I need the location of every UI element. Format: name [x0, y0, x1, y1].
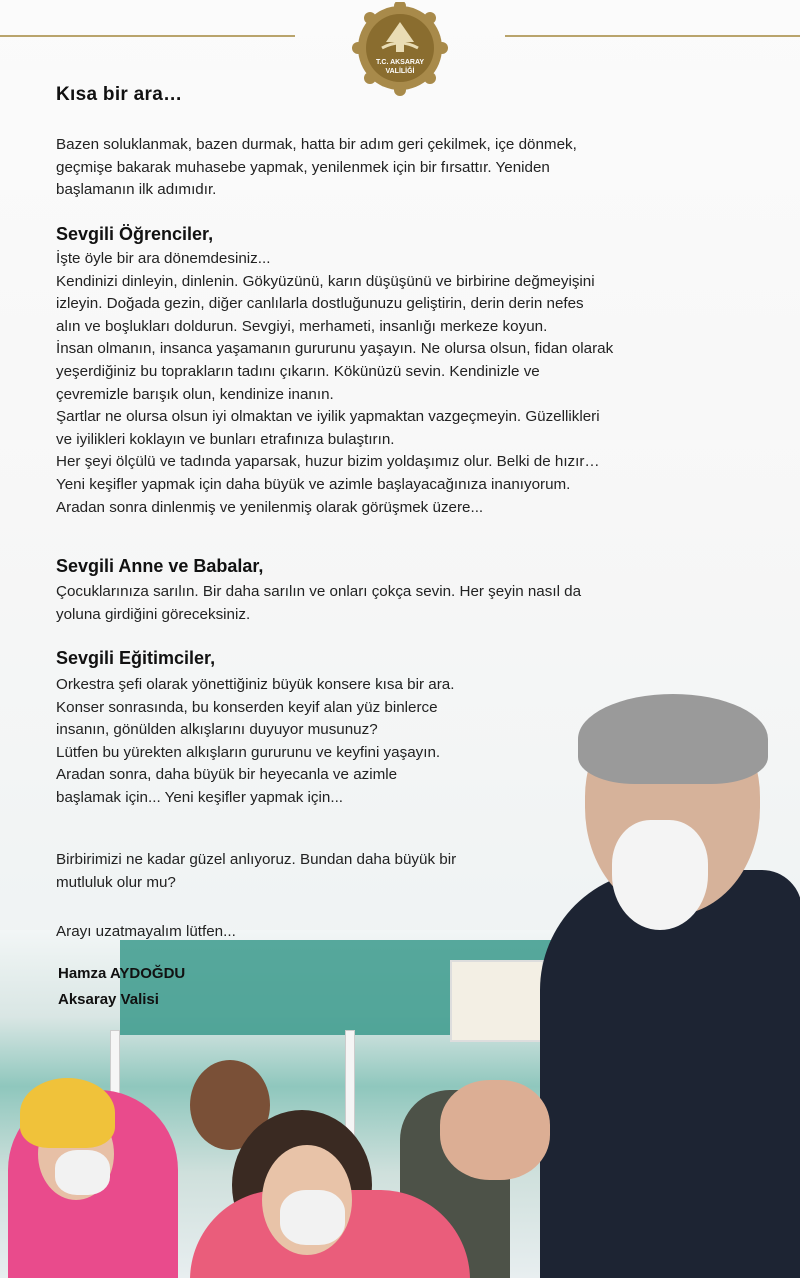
face-mask: [612, 820, 708, 930]
students-line: izleyin. Doğada gezin, diğer canlılarla dostluğunuzu geliştirin, derin derin nefes: [56, 295, 584, 313]
students-line: yeşerdiğiniz bu toprakların tadını çıkarın. Kökünüzü sevin. Kendinizle ve: [56, 362, 540, 380]
parents-line: yoluna girdiğini göreceksiniz.: [56, 605, 251, 623]
educators-line: başlamak için... Yeni keşifler yapmak için...: [56, 788, 344, 806]
header-rule-right: [505, 35, 800, 37]
signature-name: Hamza AYDOĞDU: [58, 965, 186, 982]
intro-line: geçmişe bakarak muhasebe yapmak, yenilenmek için bir fırsattır. Yeniden: [56, 158, 550, 176]
students-paragraph: [56, 248, 748, 519]
intro-line: başlamanın ilk adımıdır.: [56, 181, 217, 199]
educators-line: Orkestra şefi olarak yönettiğiniz büyük konsere kısa bir ara.: [56, 676, 455, 693]
educators-line: Lütfen bu yürekten alkışların gururunu ve keyfini yaşayın.: [56, 743, 441, 761]
closing-paragraph: [56, 849, 562, 894]
students-line: İşte öyle bir ara dönemdesiniz...: [56, 250, 271, 267]
parents-heading: Sevgili Anne ve Babalar,: [56, 556, 264, 576]
educators-line: insanın, gönülden alkışlarını duyuyor musunuz?: [56, 721, 378, 739]
students-line: Yeni keşifler yapmak için daha büyük ve azimle başlayacağınıza inanıyorum.: [56, 475, 571, 493]
face-mask: [55, 1150, 110, 1195]
page-title: Kısa bir ara…: [56, 84, 183, 105]
signature-role: Aksaray Valisi: [58, 991, 159, 1008]
logo-line-2: VALİLİĞİ: [385, 68, 415, 75]
educators-paragraph: [56, 674, 562, 810]
wall-poster: [450, 960, 544, 1042]
students-line: İnsan olmanın, insanca yaşamanın gururunu yaşayın. Ne olursa olsun, fidan olarak: [56, 340, 614, 358]
students-line: Kendinizi dinleyin, dinlenin. Gökyüzünü, karın düşüşünü ve birbirine değmeyişini: [56, 272, 595, 290]
educators-line: Konser sonrasında, bu konserden keyif alan yüz binlerce: [56, 698, 438, 716]
intro-paragraph: [56, 134, 748, 202]
students-line: Her şeyi ölçülü ve tadında yaparsak, huzur bizim yoldaşımız olur. Belki de hızır…: [56, 453, 600, 471]
face-mask: [280, 1190, 345, 1245]
students-line: Aradan sonra dinlenmiş ve yenilenmiş olarak görüşmek üzere...: [56, 498, 484, 516]
governor-hair: [578, 694, 768, 784]
closing-line: Birbirimizi ne kadar güzel anlıyoruz. Bundan daha büyük bir: [56, 851, 457, 868]
fist-bump: [440, 1080, 550, 1180]
closing-line: mutluluk olur mu?: [56, 873, 176, 891]
intro-line: Bazen soluklanmak, bazen durmak, hatta bir adım geri çekilmek, içe dönmek,: [56, 136, 577, 153]
students-line: ve iyilikleri koklayın ve bunları etrafınıza bulaştırın.: [56, 430, 395, 448]
closing-note: Arayı uzatmayalım lütfen...: [56, 923, 236, 940]
students-line: çevremizle barışık olun, kendinize inanın.: [56, 385, 334, 403]
students-heading: Sevgili Öğrenciler,: [56, 224, 214, 244]
parents-paragraph: [56, 581, 748, 626]
logo-caption: [352, 58, 448, 76]
educators-line: Aradan sonra, daha büyük bir heyecanla ve azimle: [56, 766, 398, 784]
student-hat: [20, 1078, 115, 1148]
students-line: Şartlar ne olursa olsun iyi olmaktan ve iyilik yapmaktan vazgeçmeyin. Güzellikleri: [56, 408, 600, 426]
parents-line: Çocuklarınıza sarılın. Bir daha sarılın ve onları çokça sevin. Her şeyin nasıl da: [56, 583, 582, 600]
educators-heading: Sevgili Eğitimciler,: [56, 648, 216, 668]
governorship-logo-icon: [352, 2, 448, 98]
students-line: alın ve boşlukları doldurun. Sevgiyi, merhameti, insanlığı merkeze koyun.: [56, 317, 548, 335]
header-rule-left: [0, 35, 295, 37]
logo-line-1: T.C. AKSARAY: [375, 59, 425, 66]
governor-figure: [540, 870, 800, 1278]
